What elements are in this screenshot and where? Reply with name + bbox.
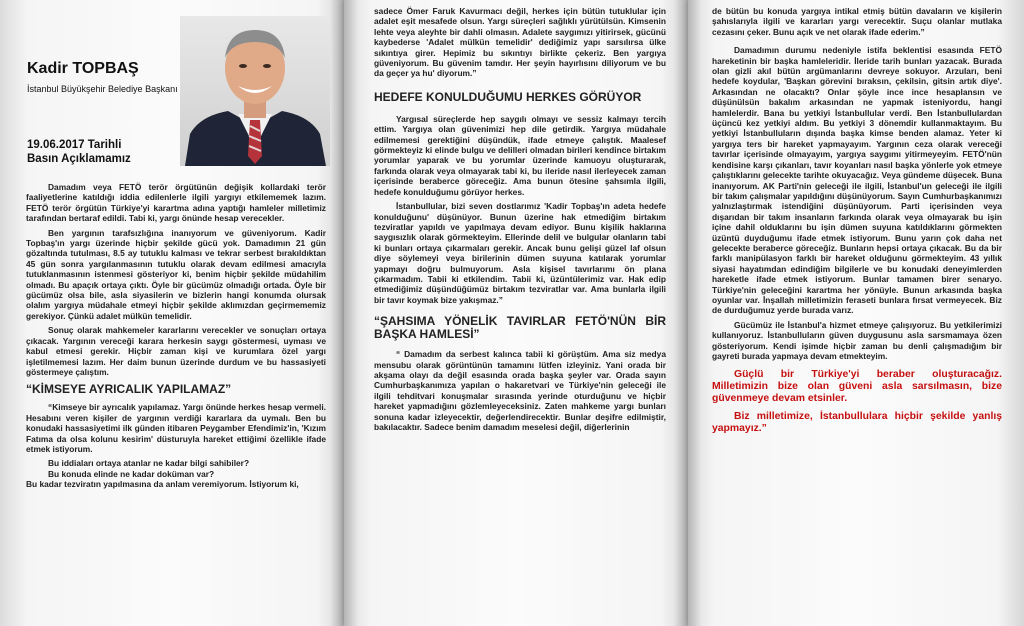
panel-fold-shadow <box>688 0 702 626</box>
paragraph: Damadımın durumu nedeniyle istifa beklentisi esasında FETÖ hareketinin bir başka hamleleridir. İleride tarih bunları yazacak. Burada olan gizli akıl bütün argümanlarını devreye sokuyor. Arzuları, beni hedefe koydular, 'Başkan görevini bıraksın, çekilsin, gitsin artık diye'. Arkasından ne olacaktı? Onlar şöyle ince ince hesaplansın ve düşünülsün bakalım arkasından ne yapmak isteniyordu, hangi hamlelerdir. Bana bu yetkiyi İstanbullular verdi. Ben İstanbullulardan üçüncü kez yetkiyi aldım. Bu yetkiyi 3 dönemdir kullanmaktayım. Bu yetkiyi İstanbulluların dışında başka kimse benden alamaz. Yeter ki yargıya ters bir hareket yapmayayım. Yargının ceza olarak vereceği tavırlar içerisinde olmayayım, yargıya saygımı yitirmeyeyim. FETÖ'nün kendisine karşı çıkanları, tavır koyanları nasıl başka yönlerle yok etmeye çalıştıklarını gelecekte tarihte okuyacağız. Veya gündeme düşecek. Buna inanıyorum. AK Parti'nin geleceği ile ilgili, İstanbul'un geleceği ile ilgili bir takım çalışmalar yapıldığını düşünüyorum. Sayın Cumhurbaşkanımızı yalnızlaştırmak istendiğini düşünüyorum. Parti içerisinden veya dışarıdan bir takım insanların farkında olarak veya olmayarak bu işin içine dahil olduklarını bu işin dümen suyuna katıldıklarını görmekten üzüntü duyduğumu ifade etmek istiyorum. Bunu yarın çok daha net gelecekte beraberce göreceğiz. Bunların hepsi ortaya çıkacak. Bu da bir farklı manipülasyon farklı bir hareket olduğunu görmekteyim. 43 yıllık siyasi hayatımdan edindiğim bilgilerle ve bu konudaki deneyimlerden hareketle ifade etmek istiyorum. Bunlar tamamen birer senaryo. Türkiye'nin geleceğini karartma her yönüyle. Bunun arkasında başka oyunlar var. İnşallah milletimizin feraseti bunlara fırsat vermeyecek. Biz de durduğumuz yerde burada varız. <box>712 45 1002 316</box>
closing-statement: Biz milletimize, İstanbullulara hiçbir şekilde yanlış yapmayız.” <box>712 411 1002 435</box>
closing-statement: Güçlü bir Türkiye'yi beraber oluşturacağız. Milletimizin bize olan güveni asla sarsılmasın, bize güvenmeye devam etsinler. <box>712 369 1002 405</box>
panel-fold-shadow <box>344 0 358 626</box>
title-line: Basın Açıklamamız <box>27 153 131 165</box>
section-heading: HEDEFE KONULDUĞUMU HERKES GÖRÜYOR <box>374 89 642 104</box>
column-panel-3 <box>688 0 1024 626</box>
paragraph: “ Damadım da serbest kalınca tabii ki görüştüm. Ama siz medya mensubu olarak görüntünün tamamını lütfen izleyiniz. Yani orada bir akşama olayı da değil esasında orada başka şeyler var. Orada sayın Cumhurbaşkanımıza yapılan o hakaretvari ve Türkiye'nin geleceği ile ilgili tehditvari konuşmalar sırasında yerinde oturduğunu ve hiçbir hareket yapmadığını gözlemleyeceksiniz. Zaten mahkeme yargı bunları sonuna kadar izleyecektir, değerlendirecektir. Bunlar deşifre edilmiştir, bakılacaktır. Sadece benim damadım meselesi değil, diğerlerinin <box>374 349 666 432</box>
column-1-text <box>26 182 326 494</box>
column-panel-2 <box>344 0 688 626</box>
paragraph: Bu konuda elinde ne kadar doküman var? <box>48 468 215 479</box>
paragraph: Bu iddiaları ortaya atanlar ne kadar bilgi sahibiler? <box>48 458 250 469</box>
section-heading: “KİMSEYE AYRICALIK YAPILAMAZ” <box>26 382 232 397</box>
paragraph: “Kimseye bir ayrıcalık yapılamaz. Yargı önünde herkes hesap vermeli. Hesabını veren kişiler de yargının verdiği kararlara da uymalı. Ben bu konudaki hassasiyetimi ilk günden itibaren Peygamber Efendimiz'in, 'Kızım Fatıma da olsa kolunu kesirim' düsturuyla hareket ettiğimi özellikle ifade etmek istiyorum. <box>26 402 326 454</box>
author-role: İstanbul Büyükşehir Belediye Başkanı <box>27 84 178 94</box>
paragraph: Gücümüz ile İstanbul'a hizmet etmeye çalışıyoruz. Bu yetkilerimizi kullanıyoruz. İstanbulluların güven duygusunu asla sarsmamaya özen gösteriyorum. Kendi işimde hiçbir zaman bu denli çalışmadığım bir gayreti burada yapmaya devam etmekteyim. <box>712 319 1002 361</box>
column-3-text <box>712 6 1002 439</box>
date-line: 19.06.2017 Tarihli <box>27 139 122 151</box>
statement-date <box>27 138 131 166</box>
paragraph: Damadım veya FETÖ terör örgütünün değişik kollardaki terör faaliyetlerine katıldığı iddia edilenlerle ilgili yargıyı etkilememek lazım. FETÖ terör örgütün Türkiye'yi karartma adına yaptığı hamleler milletimiz tarafından bertaraf edildi. Tabi ki, yargı önünde hesap verecekler. <box>26 182 326 224</box>
paragraph: Ben yargının tarafsızlığına inanıyorum ve güveniyorum. Kadir Topbaş'ın yargı üzerinde hiçbir şekilde gücü yok. Damadımın 21 gün gözaltında tutulması, 8.5 ay tutuklu kalması ve tekrar serbest bırakıldıktan 45 gün sonra yargılanmasının tutuklu olarak devam edilmesi amacıyla tutuklanmasının istenmesi gösteriyor ki, benim hiçbir şekilde müdahilim olmadı. Bu apaçık ortaya çıktı. Öyle bir gücümüz olmadığı ortada. Öyle bir gücümüz olsa bile, asla siyasilerin ve bizlerin hangi konumda olursak olalım yargıya müdahale etmeyi hiçbir şekilde aklımızdan geçirmememiz gerekiyor. Çünkü adalet mülkün temelidir. <box>26 227 326 321</box>
section-heading: “ŞAHSIMA YÖNELİK TAVIRLAR FETÖ'NÜN BİR BAŞKA HAMLESİ” <box>374 314 666 342</box>
column-2-text <box>374 6 666 436</box>
paragraph: İstanbullular, bizi seven dostlarımız 'Kadir Topbaş'ın adeta hedefe konulduğunu' düşünüyor. Bunun üzerine hak etmediğim birtakım tezviratlar yapıldı ve yapılmaya devam ediyor. Bunu kişilik haklarına saygısızlık olarak görmekteyim. Ellerinde delil ve bulgular olanların tabi ki bunları ortaya çıkarmaları gerekir. Ancak bunu gelişi güzel laf olsun diye söylemeyi veya birilerinin dümen suyuna katılarak yorumlar yapmayı doğru bulmuyorum. Asla kişisel tavırlarımı ön plana çıkarmadım. Tabii ki etkilendim. Tabii ki, üzüntülerimiz var. Hak edip etmediğimiz düşündüğümüz birtakım tezviratlar var. Ama bunlarla ilgili bir tavır koymak bize yakışmaz.” <box>374 201 666 305</box>
panel-fold-shadow <box>330 0 344 626</box>
column-panel-1 <box>0 0 344 626</box>
author-name: Kadir TOPBAŞ <box>27 60 139 77</box>
paragraph: de bütün bu konuda yargıya intikal etmiş bütün davaların ve kişilerin şahıslarıyla ilgili ve kararları yargı verecektir. Suçu olanlar mutlaka cezasını çeker. Bunu açık ve net olarak ifade ederim.” <box>712 6 1002 37</box>
panel-fold-shadow <box>674 0 688 626</box>
portrait-photo <box>180 16 330 166</box>
paragraph: Sonuç olarak mahkemeler kararlarını verecekler ve sonuçları ortaya çıkacak. Yargının vereceği karara herkesin saygı göstermesi, uyması ve kabul etmesi gerekir. Hiçbir zaman kişi ve kurumlara özel yargı işletilmemesi lazım. Her daim bunun üzerinde durdum ve bu hassasiyeti göstermeye çalıştım. <box>26 325 326 377</box>
paragraph: sadece Ömer Faruk Kavurmacı değil, herkes için bütün tutuklular için adalet eşit mesafede olsun. Yargı süreçleri sağlıklı yürütülsün. Kimsenin lehte veya aleyhte bir dahli olmasın. Adalete saygımızı yitirirsek, gücünü kaybederse 'Adalet mülkün temelidir' dediğimiz yapı sarsılırsa ülke sıkıntıya girer. Hepimiz bu sıkıntıyı birlikte çekeriz. Ben yargıya güveniyorum. Bu güvenim tamdır. Her şeyin hayırlısını diliyorum ve bu da geçer ya hu' diyorum.” <box>374 6 666 79</box>
paragraph: Yargısal süreçlerde hep saygılı olmayı ve sessiz kalmayı tercih ettim. Yargıya olan güvenimizi hep dile getirdik. Yargıya müdahale edilmemesi gerektiğini düşündük, ifade etmeye çalıştık. Maalesef görmekteyiz ki elinde bulgu ve delilleri olmadan birileri kendince birtakım yorumlar yaparak ve bu yorumlar üzerinde kamuoyu oluşturarak, farkında olarak veya olmayarak tabi ki, bu ileride nasıl ilerleyecek zaman içerisinde beraberce göreceğiz. Ama bunun ötesine şahsımla ilgili, hedefe konulduğumu görüyor herkes. <box>374 113 666 197</box>
paragraph: Bu kadar tezviratın yapılmasına da anlam veremiyorum. İstiyorum ki, <box>26 479 299 490</box>
